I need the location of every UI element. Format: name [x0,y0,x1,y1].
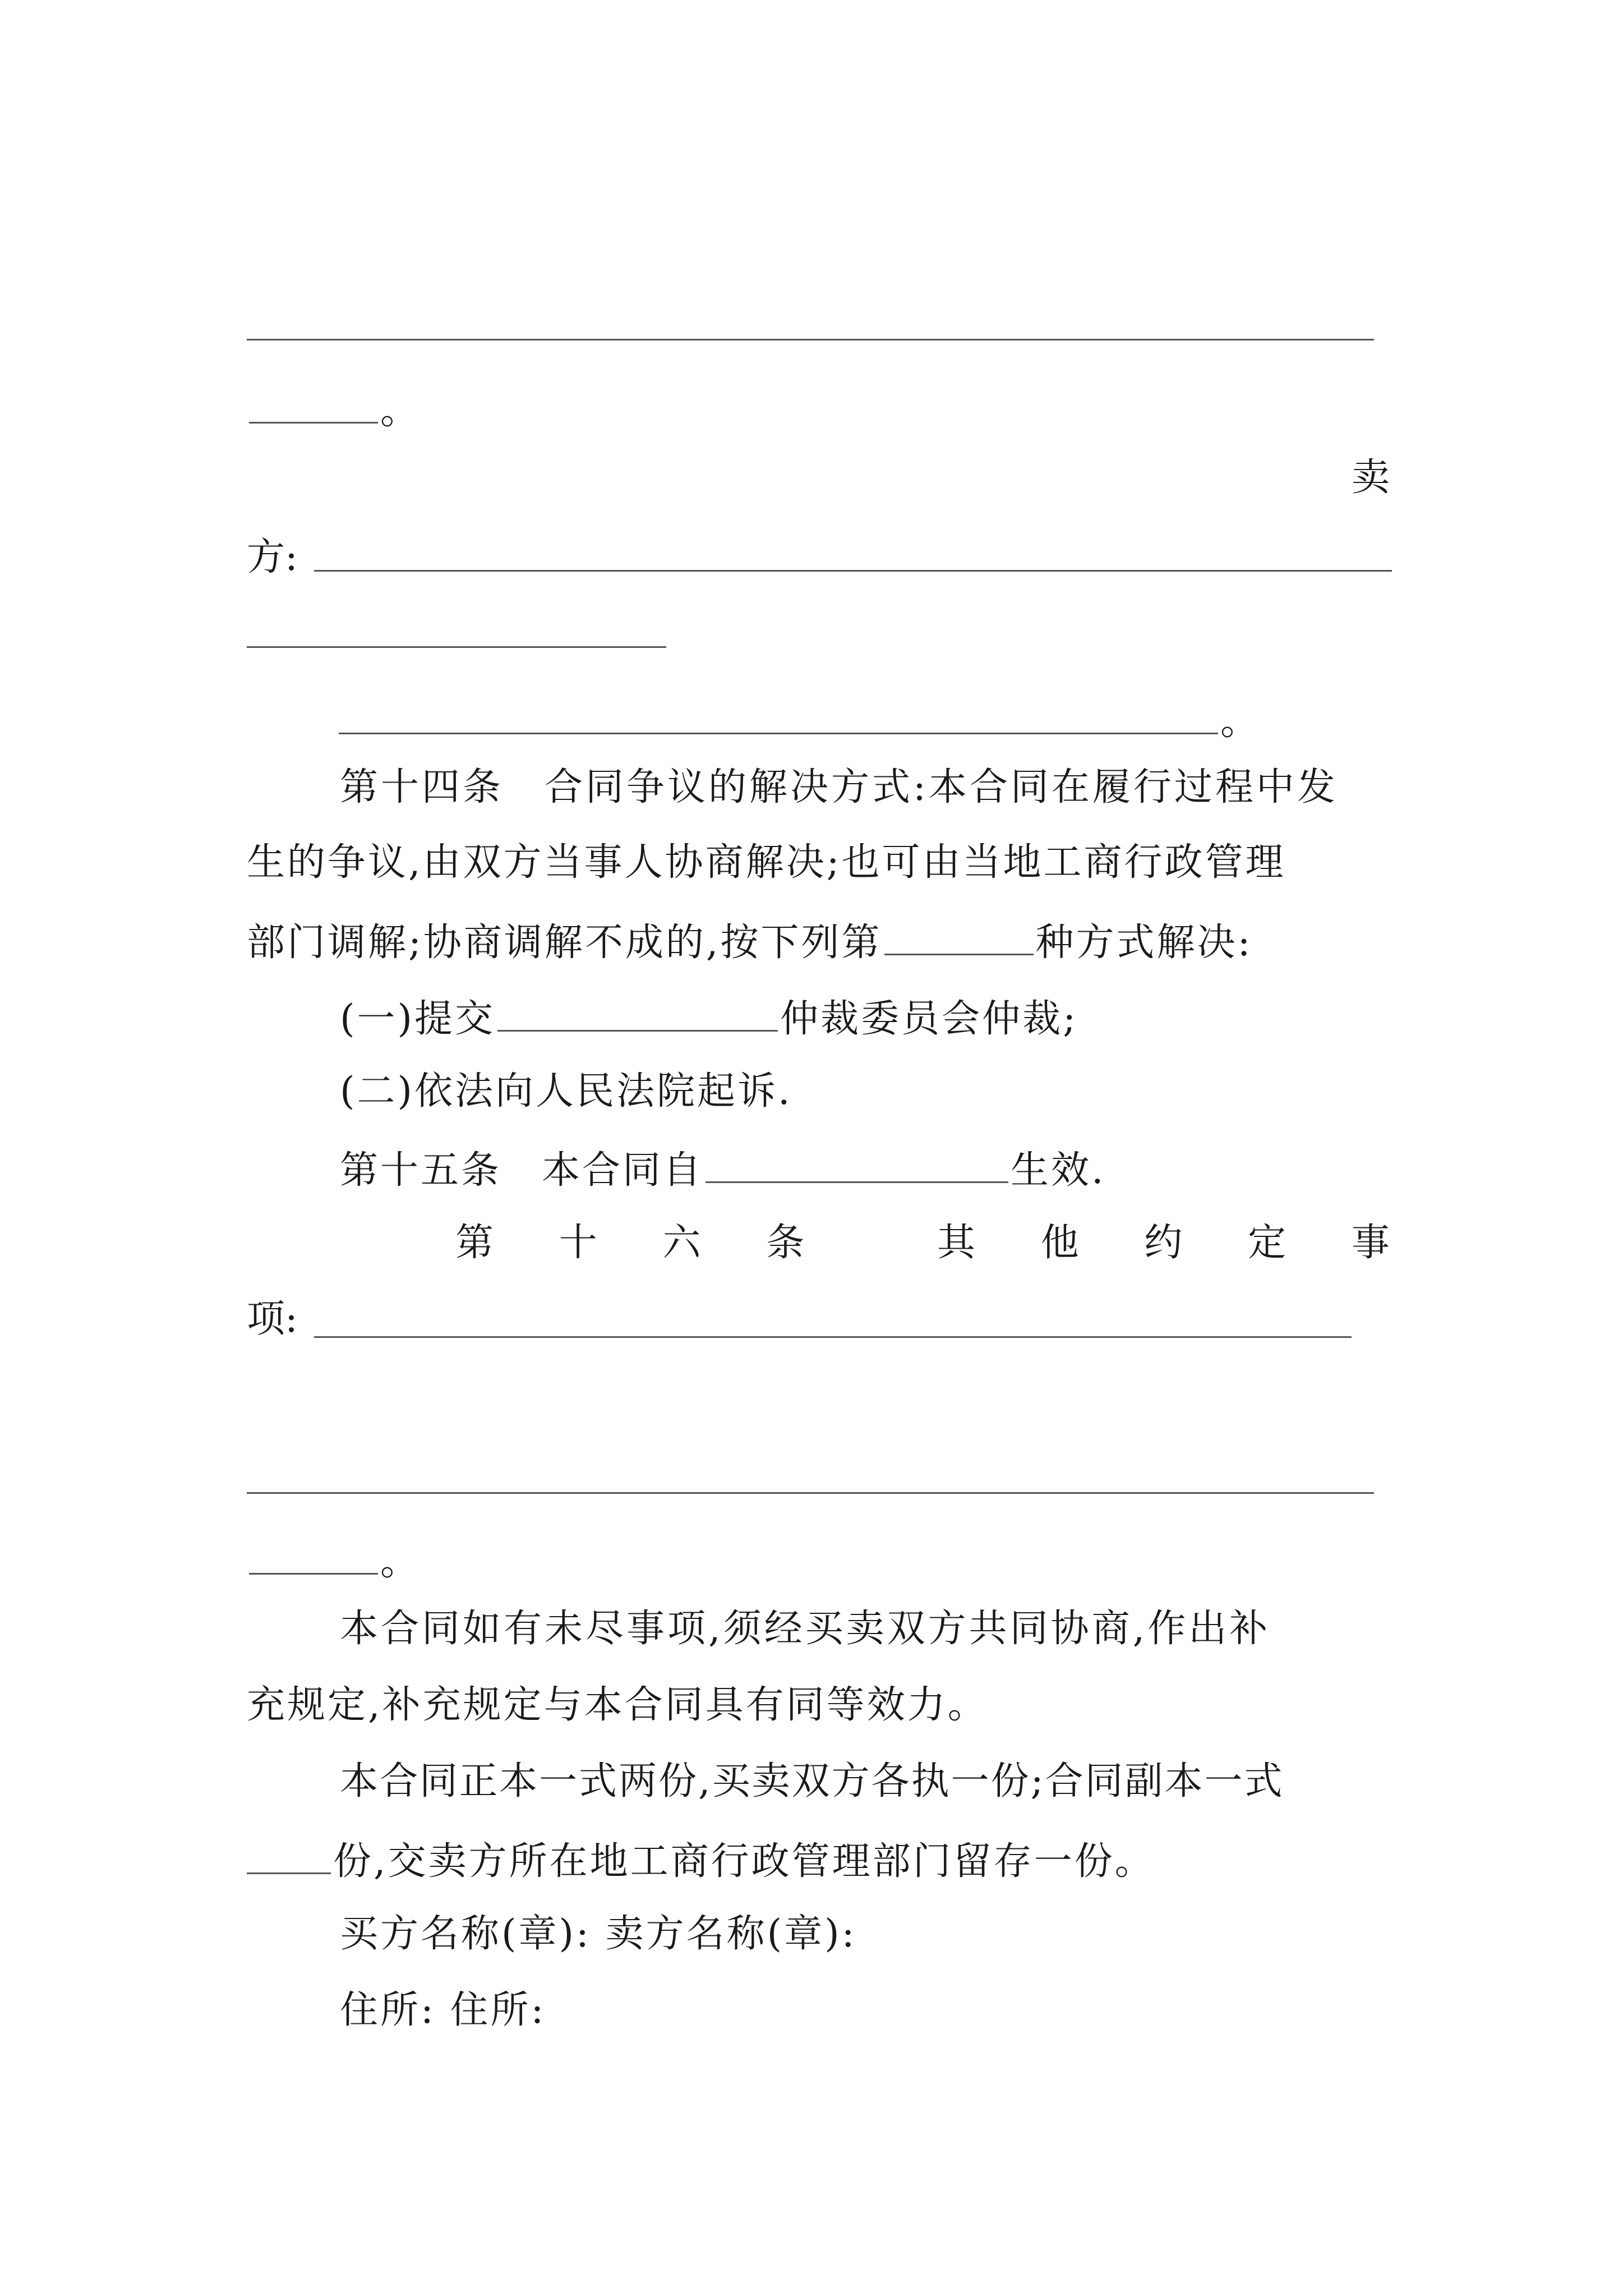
seller-char: 卖 [1352,455,1390,500]
text-line [336,699,1259,744]
fill-blank [884,920,1034,955]
note-1-line-1: 本合同如有未尽事项,须经买卖双方共同协商,作出补 [340,1607,1271,1651]
signature-address: 住所: 住所: [340,1988,546,2032]
fill-blank [706,1148,1008,1183]
fill-line [314,570,1392,572]
note-1-line-2: 充规定,补充规定与本合同具有同等效力。 [247,1683,988,1727]
fill-blank [339,699,1218,734]
article-14-line-2: 生的争议,由双方当事人协商解决;也可由当地工商行政管理 [247,840,1286,885]
article-15-text-b: 生效. [1011,1148,1106,1193]
fill-line [247,339,1374,341]
text-line [247,388,419,433]
period-mark: 。 [1220,700,1259,744]
note-2-line-2 [247,1839,1155,1884]
article-16-label: 项: [247,1297,298,1341]
fill-blank [497,996,778,1032]
fill-blank [247,1839,331,1874]
period-mark: 。 [380,389,419,433]
seller-label: 方: [247,535,298,579]
article-14-line-3 [247,920,1253,965]
fill-blank [249,388,378,424]
option-1-text-b: 仲裁委员会仲裁; [780,997,1078,1041]
article-16-char: 第 [455,1221,494,1265]
signature-names: 买方名称(章): 卖方名称(章): [340,1912,857,1956]
article-16-char: 他 [1040,1221,1079,1265]
text-line [247,1539,419,1584]
article-15 [340,1148,1106,1193]
article-16-char: 约 [1144,1221,1183,1265]
article-14-line-1: 第十四条 合同争议的解决方式:本合同在履行过程中发 [340,765,1338,809]
article-15-text-a: 第十五条 本合同自 [340,1148,704,1193]
fill-line [314,1336,1352,1338]
article-14-text-a: 部门调解;协商调解不成的,按下列第 [247,921,882,965]
note-2-text: 份,交卖方所在地工商行政管理部门留存一份。 [333,1839,1155,1884]
article-16-char: 事 [1351,1221,1390,1265]
option-2: (二)依法向人民法院起诉. [340,1069,792,1114]
fill-blank [249,1539,378,1575]
fill-line [247,646,666,648]
period-mark: 。 [380,1540,419,1584]
fill-line [247,1492,1374,1494]
article-16-char: 条 [766,1221,805,1265]
note-2-line-1: 本合同正本一式两份,买卖双方各执一份;合同副本一式 [340,1759,1284,1803]
article-16-char: 十 [559,1221,597,1265]
option-1-text-a: (一)提交 [340,997,496,1041]
article-14-text-b: 种方式解决: [1035,921,1253,965]
article-16-char: 定 [1248,1221,1287,1265]
article-16-char: 其 [937,1221,975,1265]
article-16-line-1 [455,1221,1390,1265]
article-16-char: 六 [662,1221,701,1265]
option-1 [340,996,1078,1041]
